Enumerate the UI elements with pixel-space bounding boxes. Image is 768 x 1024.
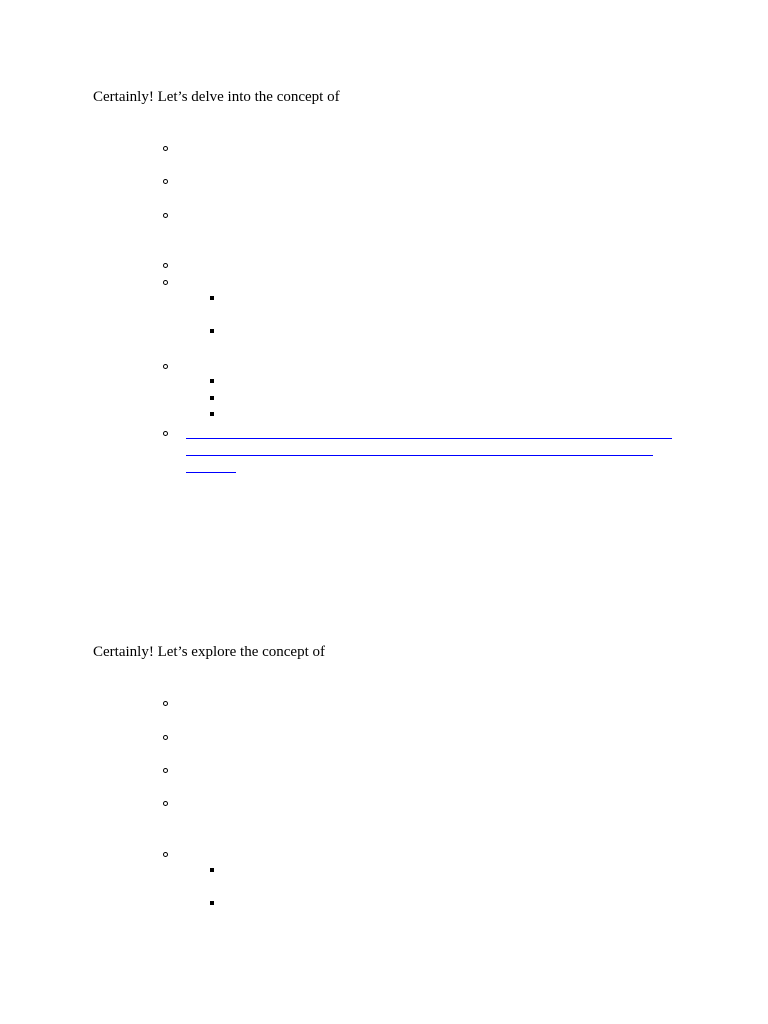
filled-square-bullet-icon [210, 412, 214, 416]
filled-square-bullet-icon [210, 329, 214, 333]
hollow-circle-bullet-icon [163, 364, 168, 369]
hollow-circle-bullet-icon [163, 263, 168, 268]
filled-square-bullet-icon [210, 379, 214, 383]
filled-square-bullet-icon [210, 901, 214, 905]
link-underline[interactable] [186, 455, 653, 456]
filled-square-bullet-icon [210, 396, 214, 400]
link-underline[interactable] [186, 472, 236, 473]
hollow-circle-bullet-icon [163, 179, 168, 184]
hollow-circle-bullet-icon [163, 146, 168, 151]
hollow-circle-bullet-icon [163, 735, 168, 740]
hollow-circle-bullet-icon [163, 701, 168, 706]
hollow-circle-bullet-icon [163, 431, 168, 436]
section-1-intro: Certainly! Let’s delve into the concept of [93, 89, 340, 105]
link-underline[interactable] [186, 438, 672, 439]
hollow-circle-bullet-icon [163, 213, 168, 218]
hollow-circle-bullet-icon [163, 801, 168, 806]
hollow-circle-bullet-icon [163, 768, 168, 773]
filled-square-bullet-icon [210, 296, 214, 300]
section-2-intro: Certainly! Let’s explore the concept of [93, 644, 325, 660]
hollow-circle-bullet-icon [163, 852, 168, 857]
hollow-circle-bullet-icon [163, 280, 168, 285]
filled-square-bullet-icon [210, 868, 214, 872]
